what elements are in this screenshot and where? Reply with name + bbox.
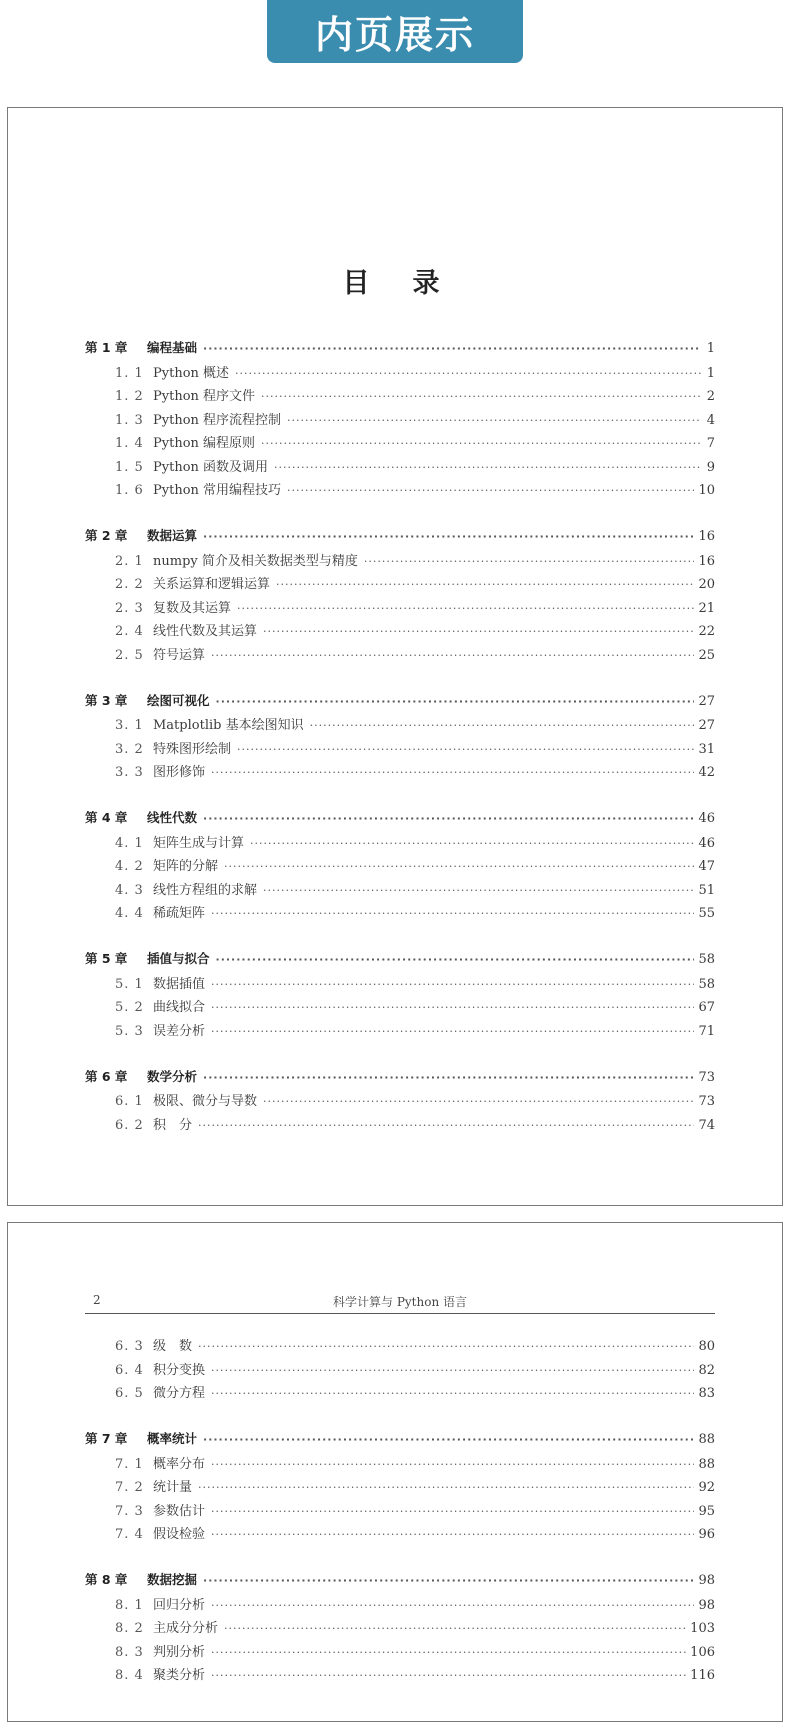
- entry-title: 符号运算: [153, 647, 206, 663]
- entry-number: 6. 4: [115, 1362, 144, 1378]
- toc-section-entry: [85, 1335, 715, 1359]
- toc-section-entry: [85, 902, 715, 926]
- entry-page-number: 51: [698, 882, 715, 898]
- entry-title: 回归分析: [153, 1597, 206, 1613]
- entry-page-number: 96: [698, 1527, 715, 1542]
- dot-leader: [211, 1528, 694, 1541]
- toc-section-entry: [85, 738, 715, 762]
- dot-leader: [287, 484, 694, 497]
- entry-title: 数据运算: [147, 528, 198, 543]
- toc-spacer: [85, 926, 715, 950]
- entry-number: 第 8 章: [85, 1572, 128, 1587]
- toc-section-entry: [85, 1641, 715, 1665]
- toc-section-entry: [85, 1617, 715, 1641]
- dot-leader: [211, 1001, 694, 1014]
- dot-leader: [203, 342, 701, 355]
- toc-section-entry: [85, 644, 715, 668]
- entry-title: 线性代数及其运算: [153, 624, 258, 639]
- entry-page-number: 58: [698, 976, 715, 992]
- entry-title: Python 程序流程控制: [153, 412, 282, 428]
- dot-leader: [261, 437, 701, 450]
- toc-spacer: [85, 785, 715, 809]
- toc-spacer: [85, 1547, 715, 1571]
- toc-section-entry: [85, 362, 715, 386]
- entry-page-number: 58: [698, 952, 715, 967]
- toc-page-1: [7, 107, 783, 1206]
- entry-number: 8. 4: [115, 1668, 144, 1683]
- entry-title: numpy 简介及相关数据类型与精度: [153, 553, 358, 569]
- dot-leader: [263, 884, 694, 897]
- entry-page-number: 116: [690, 1668, 715, 1683]
- toc-section-entry: [85, 432, 715, 456]
- toc-spacer: [85, 667, 715, 691]
- entry-number: 2. 1: [115, 553, 144, 569]
- entry-page-number: 25: [698, 647, 715, 663]
- entry-number: 3. 2: [115, 741, 144, 757]
- running-header: [85, 1293, 715, 1314]
- entry-title: Python 常用编程技巧: [153, 483, 282, 498]
- dot-leader: [211, 1458, 694, 1471]
- toc-chapter-entry: [85, 808, 715, 832]
- entry-title: 误差分析: [153, 1023, 206, 1039]
- dot-leader: [211, 1025, 694, 1038]
- entry-page-number: 21: [698, 600, 715, 616]
- entry-number: 第 7 章: [85, 1431, 128, 1446]
- toc-spacer: [85, 503, 715, 527]
- entry-title: 积 分: [153, 1117, 193, 1133]
- dot-leader: [211, 1364, 694, 1377]
- dot-leader: [261, 390, 701, 403]
- entry-number: 第 2 章: [85, 528, 128, 543]
- entry-page-number: 98: [698, 1573, 715, 1588]
- toc-spacer: [85, 1043, 715, 1067]
- toc-section-entry: [85, 385, 715, 409]
- entry-page-number: 82: [698, 1362, 715, 1378]
- entry-title: 级 数: [153, 1339, 193, 1354]
- entry-title: 编程基础: [147, 340, 198, 355]
- entry-title: Python 概述: [153, 365, 230, 381]
- entry-page-number: 20: [698, 577, 715, 592]
- entry-number: 3. 3: [115, 765, 144, 780]
- dot-leader: [235, 367, 701, 380]
- entry-title: 关系运算和逻辑运算: [153, 577, 271, 592]
- dot-leader: [237, 743, 694, 756]
- entry-title: 线性代数: [147, 810, 198, 825]
- entry-number: 6. 2: [115, 1117, 144, 1133]
- entry-number: 2. 4: [115, 624, 144, 639]
- entry-page-number: 47: [698, 859, 715, 874]
- dot-leader: [211, 1387, 694, 1400]
- toc-section-entry: [85, 1664, 715, 1688]
- entry-number: 5. 1: [115, 976, 144, 992]
- entry-page-number: 31: [698, 741, 715, 757]
- entry-page-number: 88: [698, 1432, 715, 1447]
- entry-page-number: 46: [698, 811, 715, 826]
- dot-leader: [203, 530, 694, 543]
- entry-title: 参数估计: [153, 1503, 206, 1519]
- dot-leader: [211, 766, 694, 779]
- toc-section-entry: [85, 1500, 715, 1524]
- entry-page-number: 55: [698, 906, 715, 921]
- dot-leader: [364, 555, 695, 568]
- entry-title: 插值与拟合: [147, 951, 210, 966]
- entry-title: 概率统计: [147, 1431, 198, 1446]
- toc-chapter-entry: [85, 526, 715, 550]
- dot-leader: [224, 860, 694, 873]
- dot-leader: [274, 461, 701, 474]
- entry-number: 8. 1: [115, 1597, 144, 1613]
- entry-number: 8. 3: [115, 1644, 144, 1660]
- dot-leader: [203, 1071, 694, 1084]
- entry-page-number: 103: [690, 1621, 715, 1636]
- entry-page-number: 16: [698, 529, 715, 544]
- entry-number: 2. 2: [115, 577, 144, 592]
- toc-section-entry: [85, 714, 715, 738]
- toc-chapter-entry: [85, 691, 715, 715]
- entry-title: 数学分析: [147, 1068, 198, 1084]
- entry-page-number: 4: [706, 412, 715, 428]
- entry-number: 1. 3: [115, 412, 144, 428]
- entry-page-number: 9: [706, 459, 715, 475]
- entry-page-number: 22: [698, 624, 715, 639]
- toc-section-entry: [85, 597, 715, 621]
- dot-leader: [216, 953, 695, 966]
- entry-page-number: 95: [698, 1503, 715, 1519]
- entry-title: 特殊图形绘制: [153, 741, 232, 757]
- dot-leader: [310, 719, 695, 732]
- entry-page-number: 1: [706, 341, 715, 356]
- toc-chapter-entry: [85, 1429, 715, 1453]
- entry-number: 1. 6: [115, 483, 144, 498]
- entry-page-number: 73: [698, 1094, 715, 1109]
- entry-title: 统计量: [153, 1480, 193, 1495]
- toc-section-entry: [85, 1090, 715, 1114]
- entry-number: 7. 3: [115, 1503, 144, 1519]
- entry-number: 5. 2: [115, 1000, 144, 1015]
- entry-number: 第 6 章: [85, 1068, 128, 1084]
- entry-number: 7. 4: [115, 1527, 144, 1542]
- entry-page-number: 2: [706, 389, 715, 404]
- toc-section-entry: [85, 973, 715, 997]
- toc-section-entry: [85, 761, 715, 785]
- entry-number: 第 5 章: [85, 951, 128, 966]
- toc-section-entry: [85, 1114, 715, 1138]
- dot-leader: [263, 1095, 694, 1108]
- entry-title: 假设检验: [153, 1527, 206, 1542]
- dot-leader: [263, 625, 694, 638]
- toc-section-entry: [85, 1382, 715, 1406]
- entry-title: 微分方程: [153, 1386, 206, 1401]
- entry-number: 4. 2: [115, 859, 144, 874]
- entry-page-number: 27: [698, 693, 715, 709]
- entry-page-number: 42: [698, 765, 715, 780]
- dot-leader: [203, 1433, 694, 1446]
- dot-leader: [211, 1646, 686, 1659]
- dot-leader: [211, 1669, 686, 1682]
- entry-page-number: 74: [698, 1117, 715, 1133]
- entry-number: 第 3 章: [85, 692, 128, 708]
- toc-section-entry: [85, 879, 715, 903]
- entry-title: 极限、微分与导数: [153, 1094, 258, 1109]
- toc-heading: 目 录: [342, 268, 448, 299]
- dot-leader: [216, 695, 695, 708]
- entry-number: 8. 2: [115, 1621, 144, 1636]
- toc-section-entry: [85, 620, 715, 644]
- entry-title: 数据挖掘: [147, 1572, 198, 1587]
- section-banner: 内页展示: [267, 0, 523, 63]
- header-book-title: 科学计算与 Python 语言: [333, 1295, 467, 1309]
- entry-number: 7. 2: [115, 1480, 144, 1495]
- entry-page-number: 80: [698, 1339, 715, 1354]
- entry-page-number: 27: [698, 718, 715, 733]
- entry-number: 1. 4: [115, 436, 144, 451]
- entry-number: 4. 1: [115, 835, 144, 851]
- entry-title: 判别分析: [153, 1644, 206, 1660]
- toc-chapter-entry: [85, 1570, 715, 1594]
- toc-section-entry: [85, 1594, 715, 1618]
- entry-title: Matplotlib 基本绘图知识: [153, 718, 304, 733]
- entry-title: 积分变换: [153, 1362, 206, 1378]
- toc-section-entry: [85, 1359, 715, 1383]
- entry-number: 7. 1: [115, 1456, 144, 1472]
- entry-number: 5. 3: [115, 1023, 144, 1039]
- dot-leader: [287, 414, 701, 427]
- dot-leader: [276, 578, 694, 591]
- toc-section-entry: [85, 550, 715, 574]
- dot-leader: [211, 1505, 694, 1518]
- entry-page-number: 98: [698, 1597, 715, 1613]
- entry-page-number: 7: [706, 436, 715, 451]
- entry-page-number: 73: [698, 1069, 715, 1085]
- dot-leader: [211, 978, 694, 991]
- toc-spacer: [85, 1406, 715, 1430]
- entry-title: 主成分分析: [153, 1621, 219, 1636]
- entry-title: 矩阵生成与计算: [153, 835, 245, 851]
- dot-leader: [198, 1340, 694, 1353]
- toc-section-entry: [85, 479, 715, 503]
- entry-number: 6. 5: [115, 1386, 144, 1401]
- entry-number: 第 4 章: [85, 810, 128, 825]
- entry-number: 1. 2: [115, 389, 144, 404]
- entry-number: 3. 1: [115, 718, 144, 733]
- toc-section-entry: [85, 855, 715, 879]
- toc-page-2: [7, 1222, 783, 1722]
- entry-title: 曲线拟合: [153, 1000, 206, 1015]
- entry-title: 复数及其运算: [153, 600, 232, 616]
- entry-number: 1. 5: [115, 459, 144, 475]
- dot-leader: [211, 649, 694, 662]
- entry-title: 聚类分析: [153, 1668, 206, 1683]
- entry-title: 矩阵的分解: [153, 859, 219, 874]
- dot-leader: [198, 1481, 694, 1494]
- dot-leader: [211, 1599, 694, 1612]
- dot-leader: [237, 602, 694, 615]
- entry-page-number: 67: [698, 1000, 715, 1015]
- dot-leader: [198, 1119, 694, 1132]
- dot-leader: [203, 1574, 694, 1587]
- entry-page-number: 92: [698, 1480, 715, 1495]
- entry-page-number: 83: [698, 1386, 715, 1401]
- header-page-number: 2: [93, 1293, 101, 1307]
- toc-section-entry: [85, 1020, 715, 1044]
- toc-section-entry: [85, 1523, 715, 1547]
- toc-list: [85, 338, 715, 1137]
- entry-page-number: 106: [690, 1644, 715, 1660]
- entry-number: 6. 3: [115, 1339, 144, 1354]
- entry-page-number: 46: [698, 835, 715, 851]
- entry-title: Python 函数及调用: [153, 459, 269, 475]
- toc-section-entry: [85, 573, 715, 597]
- toc-section-entry: [85, 456, 715, 480]
- entry-number: 4. 4: [115, 906, 144, 921]
- toc-chapter-entry: [85, 1067, 715, 1091]
- dot-leader: [250, 837, 694, 850]
- toc-section-entry: [85, 409, 715, 433]
- entry-page-number: 71: [698, 1023, 715, 1039]
- toc-section-entry: [85, 1476, 715, 1500]
- toc-section-entry: [85, 1453, 715, 1477]
- entry-page-number: 16: [698, 553, 715, 569]
- toc-section-entry: [85, 832, 715, 856]
- entry-page-number: 88: [698, 1456, 715, 1472]
- dot-leader: [211, 907, 694, 920]
- entry-title: 线性方程组的求解: [153, 882, 258, 898]
- toc-chapter-entry: [85, 338, 715, 362]
- entry-title: 稀疏矩阵: [153, 906, 206, 921]
- dot-leader: [203, 812, 694, 825]
- toc-chapter-entry: [85, 949, 715, 973]
- toc-section-entry: [85, 996, 715, 1020]
- toc-list: [85, 1335, 715, 1688]
- entry-number: 4. 3: [115, 882, 144, 898]
- dot-leader: [224, 1622, 686, 1635]
- entry-title: 绘图可视化: [147, 692, 210, 708]
- entry-page-number: 10: [698, 483, 715, 498]
- entry-number: 2. 5: [115, 647, 144, 663]
- entry-title: Python 编程原则: [153, 436, 256, 451]
- entry-number: 1. 1: [115, 365, 144, 381]
- entry-title: 概率分布: [153, 1456, 206, 1472]
- entry-page-number: 1: [706, 365, 715, 381]
- entry-title: 数据插值: [153, 976, 206, 992]
- entry-title: Python 程序文件: [153, 389, 256, 404]
- entry-title: 图形修饰: [153, 765, 206, 780]
- entry-number: 6. 1: [115, 1094, 144, 1109]
- entry-number: 第 1 章: [85, 340, 128, 355]
- entry-number: 2. 3: [115, 600, 144, 616]
